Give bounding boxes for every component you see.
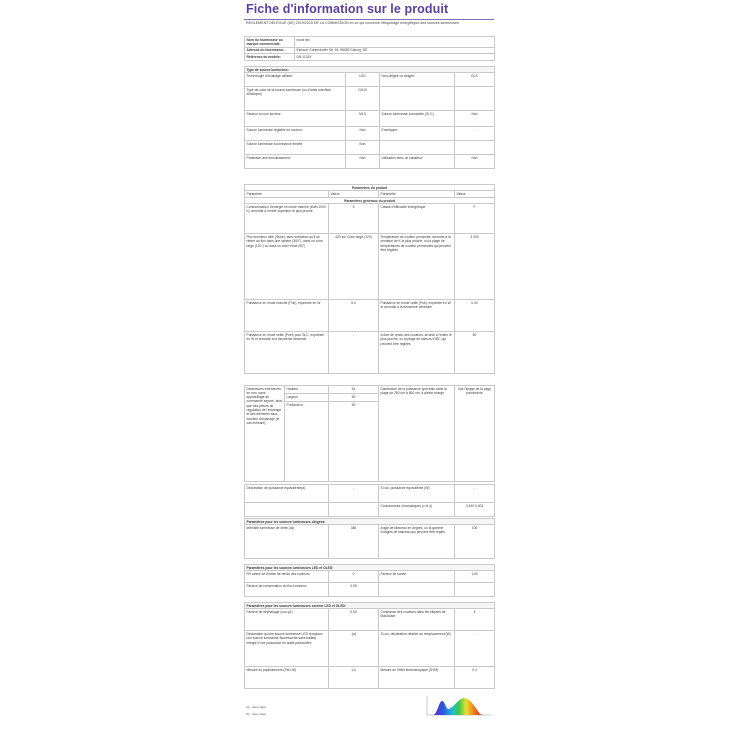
table-row — [245, 155, 495, 169]
section-heading: Paramètres généraux du produit — [245, 197, 495, 203]
parameter-value: Voir l'image de la page précédente — [455, 386, 495, 482]
parameter-value: 1,0 — [329, 667, 379, 689]
parameter-value: Non — [346, 141, 380, 155]
section-heading: Paramètres pour les sources lumineuses LED et OLED: — [245, 565, 495, 571]
parameter-label: Protection anti éblouissement: — [245, 155, 346, 169]
parameter-value — [329, 503, 379, 517]
parameter-value: Non — [346, 127, 380, 141]
dimension-name: Hauteur — [285, 386, 329, 394]
parameter-label — [245, 503, 329, 517]
led-table — [244, 564, 495, 597]
table-row — [245, 332, 495, 374]
parameter-label: Facteur de conservation du flux lumineux — [245, 583, 329, 597]
parameter-value: Non — [346, 155, 380, 169]
parameter-label: Consommation d'énergie en mode marche (kWh/1000 h), arrondie à l'entier supérieur le plus proche — [245, 204, 329, 234]
model-reference-value: DN-11319 — [295, 54, 495, 60]
parameter-value: 0 — [329, 571, 379, 583]
parameter-value: F — [455, 204, 495, 234]
dimensions-table — [244, 385, 495, 482]
footnote: (b) : sans objet; — [246, 712, 267, 716]
parameter-value: Non — [455, 155, 495, 169]
column-header: Paramètre — [379, 191, 455, 197]
table-row — [245, 571, 495, 583]
column-header: Valeur — [455, 191, 495, 197]
model-reference-label: Référence du modèle: — [245, 54, 295, 60]
parameter-label: Enveloppe: — [380, 127, 455, 141]
table-row — [245, 234, 495, 300]
supplier-address-label: Adresse du fournisseur: — [245, 47, 295, 53]
footnote: (a) : sans objet; — [246, 705, 267, 709]
parameter-value — [455, 141, 495, 155]
product-parameters-table — [244, 184, 495, 374]
parameter-value: 6 — [455, 609, 495, 631]
parameter-value — [455, 87, 495, 111]
table-row — [245, 300, 495, 332]
column-header: Paramètre — [245, 191, 329, 197]
source-type-table — [244, 66, 495, 169]
spectral-distribution-graph — [423, 694, 493, 718]
table-row — [245, 631, 495, 667]
directional-table — [244, 518, 495, 559]
column-header: Valeur — [329, 191, 379, 197]
table-row — [245, 54, 495, 60]
footnotes — [246, 704, 267, 718]
table-row — [245, 525, 495, 559]
sheet-title: Fiche d'information sur le produit — [246, 2, 449, 16]
parameter-value: - — [329, 485, 379, 503]
parameter-value: - — [455, 127, 495, 141]
table-row — [245, 485, 495, 503]
parameter-value: - — [329, 332, 379, 374]
parameter-value: 380 — [329, 525, 379, 559]
parameter-label: Flux lumineux utile (Φuse), avec indication qu'il se réfère au flux dans une sphère (360°), dans un cône large (120°) ou dans un cône étroit (90°) — [245, 234, 329, 300]
dimension-name: Profondeur — [285, 402, 329, 482]
dimension-value: 50 — [329, 394, 379, 402]
supplier-name-value: noxxi led — [295, 37, 495, 48]
table-row — [245, 73, 495, 87]
parameter-label: Déclaration qu'une source lumineuse LED remplace une source lumineuse fluorescente sans ballast intégré d'une puissance en watts particulière — [245, 631, 329, 667]
dimension-value: 50 — [329, 402, 379, 482]
parameter-label: Puissance en mode veille (Psb), exprimée en W et arrondie à la deuxième décimale — [379, 300, 455, 332]
title-divider — [244, 19, 494, 20]
parameter-label — [380, 87, 455, 111]
parameter-value: 0,4 — [455, 667, 495, 689]
parameter-label: Température de couleur proximale, arrondie à la centaine de K la plus proche, ou la plage de températures de couleur proximales qui peuvent être réglées — [379, 234, 455, 300]
dimensions-label: Dimensions extérieures en mm, sans appareillage de commande séparé, ainsi que des pièces de régulation de l'éclairage et des éléments sans fonction d'éclairage (le cas échéant) — [245, 386, 285, 482]
parameter-label: Technologie d'éclairage utilisée: — [245, 73, 346, 87]
table-row — [245, 386, 495, 394]
supplier-table — [244, 36, 495, 61]
section-heading: Paramètres pour les sources lumineuses secteur LED et OLED: — [245, 603, 495, 609]
parameter-label: Source lumineuse réglable en couleur: — [245, 127, 346, 141]
parameter-label: Intensité lumineuse de crête (cd) — [245, 525, 329, 559]
parameter-value: 1,00 — [455, 571, 495, 583]
parameter-label: Coordonnées chromatiques (x et y) — [379, 503, 455, 517]
supplier-address-value: Einkauf, Cortendorfer Str. 94, 96450 Coburg, DE — [295, 47, 495, 53]
section-heading: Paramètres du produit — [245, 185, 495, 191]
parameter-label: Angle de faisceau en degrés, ou la gamme d'angles de faisceau qui peuvent être réglés — [379, 525, 455, 559]
parameter-value: LED — [346, 73, 380, 87]
parameter-label: Facteur de survie — [379, 571, 455, 583]
parameter-label: Mesure du papillotement (Pst LM) — [245, 667, 329, 689]
parameter-label: Si oui, déclaration relative au remplacement (W) — [379, 631, 455, 667]
table-row — [245, 204, 495, 234]
parameter-label: Type de culot de la source lumineuse (ou d'autre interface électrique) — [245, 87, 346, 111]
parameter-label: Source lumineuse connectée (SLC): — [380, 111, 455, 127]
parameter-label — [380, 141, 455, 155]
parameter-label: Si oui, puissance équivalente (W) — [379, 485, 455, 503]
parameter-value: 5,0 — [329, 300, 379, 332]
dimension-value: 54 — [329, 386, 379, 394]
parameter-value: 420 sur Cône large (120) — [329, 234, 379, 300]
table-row — [245, 667, 495, 689]
parameter-label: R9 valeur de l'indice de rendu des couleurs — [245, 571, 329, 583]
parameter-label: Puissance en mode marche (Pon), exprimée en W — [245, 300, 329, 332]
parameter-label: Déclaration de puissance équivalente(a) — [245, 485, 329, 503]
table-row — [245, 37, 495, 48]
section-heading: Type de source lumineuse: — [245, 67, 495, 73]
parameter-value: - — [455, 631, 495, 667]
parameter-label: Non-dirigée ou dirigée: — [380, 73, 455, 87]
parameter-value: 0,90 — [329, 609, 379, 631]
parameter-label: Classe d'efficacité énergétique — [379, 204, 455, 234]
parameter-label: Utilisation avec un variateur: — [380, 155, 455, 169]
regulation-intro: RÈGLEMENT DÉLÉGUÉ (UE) 2019/2015 DE LA COMMISSION en ce qui concerne l'étiquetage énergétique des sources lumineuses — [246, 21, 459, 25]
supplier-name-label: Nom du fournisseur ou marque commerciale: — [245, 37, 295, 48]
parameter-value: 0,00 — [455, 300, 495, 332]
table-row — [245, 127, 495, 141]
table-row — [245, 609, 495, 631]
parameter-value: 5 — [329, 204, 379, 234]
equivalence-table — [244, 484, 495, 517]
dimension-name: Largeur — [285, 394, 329, 402]
parameter-value: 3 000 — [455, 234, 495, 300]
table-row — [245, 503, 495, 517]
parameter-value: GU10 — [346, 87, 380, 111]
section-heading: Paramètres pour les sources lumineuses dirigées: — [245, 519, 495, 525]
parameter-value: -(a) — [329, 631, 379, 667]
table-row — [245, 87, 495, 111]
product-information-sheet — [244, 0, 494, 722]
parameter-label: Puissance en mode veille (Pnet) pour SLC, exprimée en W et arrondie à la deuxième décimale — [245, 332, 329, 374]
parameter-value: MLS — [346, 111, 380, 127]
parameter-value: - — [455, 485, 495, 503]
parameter-value: 100 — [455, 525, 495, 559]
parameter-value: Non — [455, 111, 495, 127]
parameter-value — [455, 583, 495, 597]
parameter-label: Source lumineuse à luminance élevée: — [245, 141, 346, 155]
spectrum-curve — [433, 698, 483, 715]
parameter-label: Constance des couleurs dans les ellipses de MacAdam — [379, 609, 455, 631]
mains-table — [244, 602, 495, 689]
parameter-label: Mesure de l'effet stroboscopique (SVM) — [379, 667, 455, 689]
parameter-value: DLS — [455, 73, 495, 87]
table-row — [245, 583, 495, 597]
parameter-value: 80 — [455, 332, 495, 374]
parameter-label: Secteur ou non secteur: — [245, 111, 346, 127]
parameter-label: Indice de rendu des couleurs, arrondi à l'entier le plus proche, ou la plage de valeurs d'IRC qui peuvent être réglées — [379, 332, 455, 374]
parameter-value: 0,440 0,403 — [455, 503, 495, 517]
parameter-label: Facteur de déphasage (cos φ1) — [245, 609, 329, 631]
parameter-label: Distribution de la puissance spectrale dans la plage de 250 nm à 800 nm, à pleine charge — [379, 386, 455, 482]
table-row — [245, 141, 495, 155]
parameter-label — [379, 583, 455, 597]
parameter-value: 0,95 — [329, 583, 379, 597]
table-row — [245, 111, 495, 127]
